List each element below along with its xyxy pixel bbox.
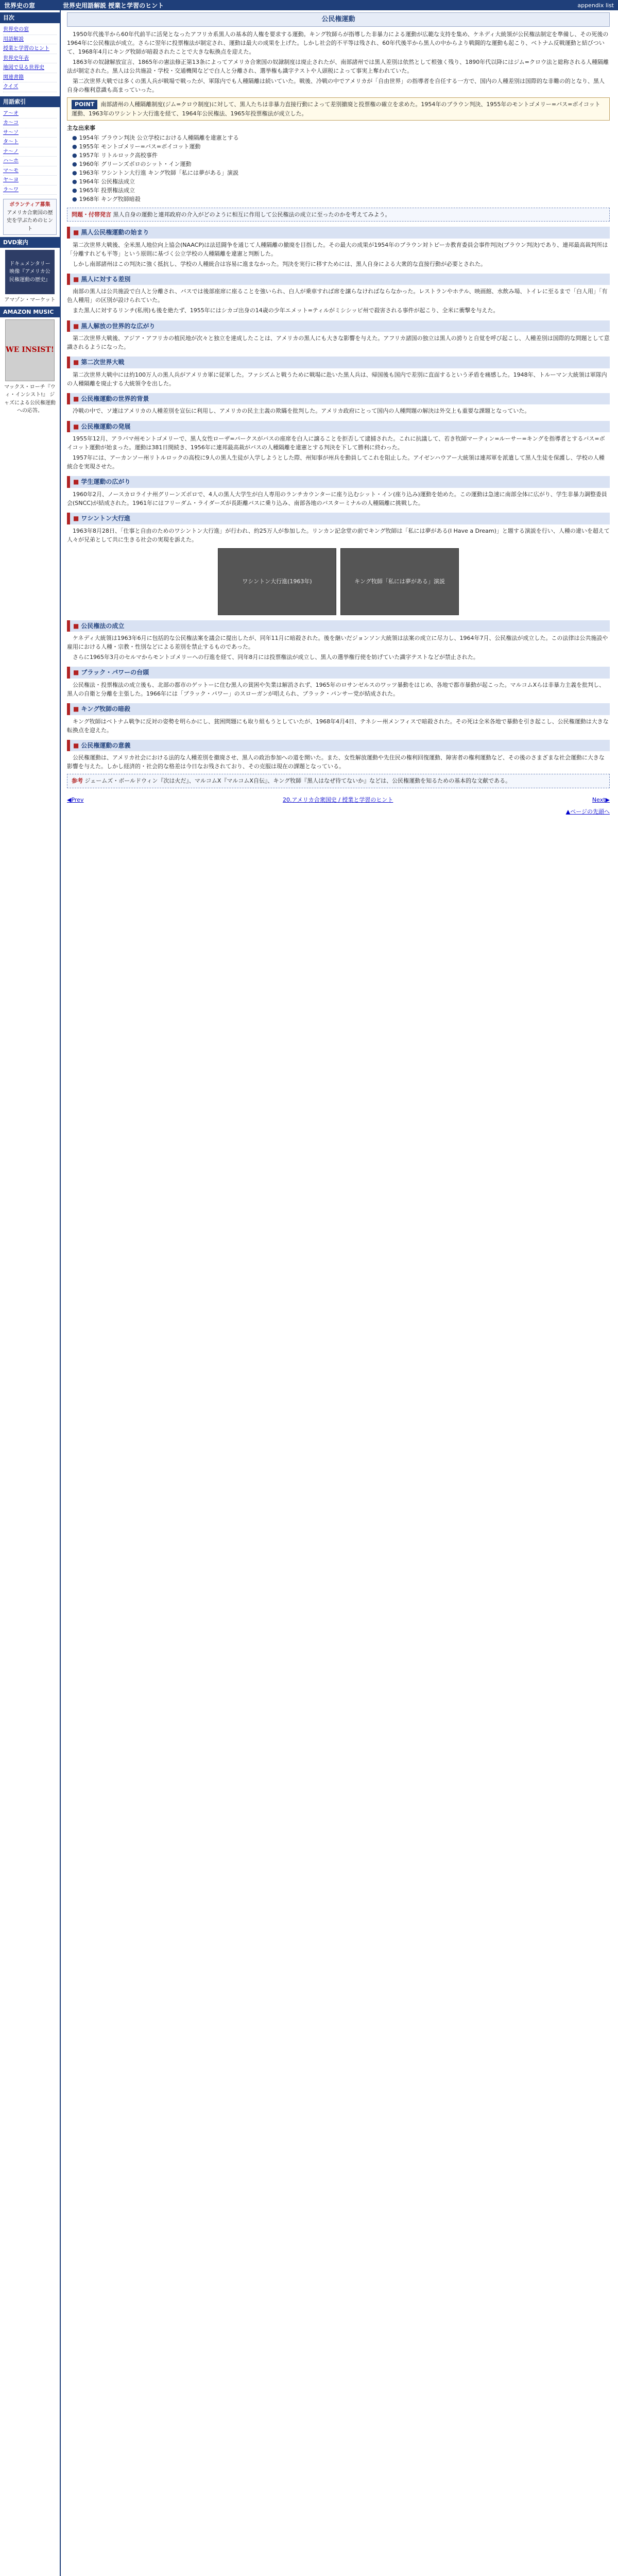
section-paragraph: キング牧師はベトナム戦争に反対の姿勢を明らかにし、貧困問題にも取り組もうとしていたが、1968年4月4日、テネシー州メンフィスで暗殺された。その死は全米各地で暴動を引き起こし、公民権運動は大きな転換点を迎えた。: [67, 718, 609, 734]
sidebar-item[interactable]: 地図で見る世界史: [3, 63, 57, 73]
album-caption: マックス・ローチ『ウィ・インシスト!』 ジャズによる公民権運動への応答。: [4, 384, 56, 414]
section-heading: ■ 黒人解放の世界的な広がり: [67, 320, 610, 332]
prev-link[interactable]: ◀Prev: [67, 796, 84, 803]
section-paragraph: 第二次世界大戦後、全米黒人地位向上協会(NAACP)は法廷闘争を通じて人種隔離の撤廃を目指した。その最大の成果が1954年のブラウン対トピーカ教育委員会事件判決(ブラウン判決)であり、連邦最高裁判所は「分離すれども平等」という原則に基づく公立学校の人種隔離を違憲と判断した。: [67, 241, 608, 257]
event-item: ● 1963年 ワシントン大行進 キング牧師「私には夢がある」演説: [72, 168, 605, 177]
dvd-label[interactable]: アマゾン・マーケット: [4, 297, 56, 303]
event-item: ● 1954年 ブラウン判決 公立学校における人種隔離を違憲とする: [72, 133, 605, 142]
section-marker-icon: ■: [73, 478, 79, 486]
reference-text: ジェームズ・ボールドウィン『次は火だ』、マルコムX『マルコムX自伝』、キング牧師『黒人はなぜ待てないか』などは、公民権運動を知るための基本的な文献である。: [84, 777, 511, 785]
dvd-caption: ドキュメンタリー映像『アメリカ公民権運動の歴史』: [9, 261, 50, 283]
section-heading: ■ 公民権運動の世界的背景: [67, 393, 610, 405]
question-text: 黒人自身の運動と連邦政府の介入がどのように相互に作用して公民権法の成立に至ったのかを考えてみよう。: [113, 211, 391, 218]
section-marker-icon: ■: [73, 322, 79, 330]
section-heading: ■ 黒人に対する差別: [67, 274, 610, 285]
section-paragraph: 1963年8月28日、「仕事と自由のためのワシントン大行進」が行われ、約25万人が参加した。リンカン記念堂の前でキング牧師は「私には夢がある(I Have a Dream)」と題する演説を行い、人種の違いを超えて人々が兄弟として共に生きる社会の実現を訴えた。: [67, 527, 610, 543]
point-tag: POINT: [72, 100, 97, 109]
index-item[interactable]: カ〜コ: [3, 118, 57, 128]
section-marker-icon: ■: [73, 741, 79, 749]
section-marker-icon: ■: [73, 422, 79, 430]
index-item[interactable]: タ〜ト: [3, 138, 57, 147]
question-label: 問題・付帯発言: [72, 211, 111, 218]
section-paragraph: また黒人に対するリンチ(私刑)も後を絶たず、1955年にはシカゴ出身の14歳の少年エメット=ティルがミシシッピ州で殺害される事件が起こり、全米に衝撃を与えた。: [73, 307, 499, 314]
page-navigation: [67, 795, 610, 804]
next-link[interactable]: Next▶: [592, 796, 610, 803]
section-paragraph: 1960年2月、ノースカロライナ州グリーンズボロで、4人の黒人大学生が白人専用のランチカウンターに座り込むシット・イン(座り込み)運動を始めた。この運動は急速に南部全体に広がり、学生非暴力調整委員会(SNCC)が結成された。1961年にはフリーダム・ライダーズが長距離バスに乗り込み、南部各地のバスターミナルの人種隔離に挑戦した。: [67, 490, 607, 506]
event-item: ● 1964年 公民権法成立: [72, 177, 605, 186]
photo-caption: ワシントン大行進(1963年): [242, 578, 312, 585]
section-paragraph: 1955年12月、アラバマ州モントゴメリーで、黒人女性ローザ=パークスがバスの座席を白人に譲ることを拒否して逮捕された。これに抗議して、若き牧師マーティン=ルーサー=キングを指導者とするバス=ボイコット運動が始まった。運動は381日間続き、1956年に連邦最高裁がバスの人種隔離を違憲とする判決を下して勝利に終わった。: [67, 435, 605, 451]
photo-speech-image[interactable]: [340, 548, 459, 615]
intro-paragraph: 1863年の奴隷解放宣言、1865年の憲法修正第13条によってアメリカ合衆国の奴隷制度は廃止されたが、南部諸州では黒人差別は依然として根強く残り、1890年代以降にはジム=クロウ法と総称される人種隔離法が制定された。黒人は公共施設・学校・交通機関などで白人と分離され、選挙権も識字テストや人頭税によって事実上奪われていた。: [67, 59, 609, 75]
back-to-top-link[interactable]: ▲ページの先頭へ: [565, 808, 610, 815]
section-heading: ■ ワシントン大行進: [67, 513, 610, 524]
section-marker-icon: ■: [73, 705, 79, 713]
photo-march-image[interactable]: [218, 548, 336, 615]
sidebar-item[interactable]: 授業と学習のヒント: [3, 44, 57, 54]
sidebar-item[interactable]: 用語解説: [3, 35, 57, 45]
section-marker-icon: ■: [73, 359, 79, 366]
section-marker-icon: ■: [73, 275, 79, 283]
album-cover-title: WE INSIST!: [6, 345, 54, 354]
section-paragraph: しかし南部諸州はこの判決に強く抵抗し、学校の人種統合は容易に進まなかった。判決を実行に移すためには、黒人自身による大衆的な直接行動が必要とされた。: [73, 260, 486, 267]
event-item: ● 1960年 グリーンズボロのシット・イン運動: [72, 160, 605, 168]
index-item[interactable]: ナ〜ノ: [3, 147, 57, 157]
reference-label: 参考: [72, 777, 83, 785]
index-item[interactable]: マ〜モ: [3, 166, 57, 176]
site-title[interactable]: 世界史の窓: [4, 2, 36, 9]
intro-paragraph: 1950年代後半から60年代前半に活発となったアフリカ系黒人の基本的人権を要求する運動。キング牧師らが指導した非暴力による運動が広範な支持を集め、ケネディ大統領が公民権法制定を準備し、その死後の1964年に公民権法が成立。さらに翌年に投票権法が制定され、運動は最大の成果を上げた。しかし社会的不平等は残され、60年代後半から黒人の中からより戦闘的な運動も起こり、ベトナム反戦運動と結びついて、1968年4月にキング牧師が暗殺されたことで大きな転換点を迎えた。: [67, 31, 609, 56]
top-bar: [0, 0, 618, 10]
event-item: ● 1955年 モントゴメリー=バス=ボイコット運動: [72, 142, 605, 151]
section-heading: ■ 公民権運動の意義: [67, 740, 610, 752]
index-item[interactable]: ラ〜ワ: [3, 185, 57, 195]
index-item[interactable]: ヤ〜ヨ: [3, 176, 57, 185]
chapter-link[interactable]: 20.アメリカ合衆国史 / 授業と学習のヒント: [282, 796, 393, 803]
sidebar-item[interactable]: 世界史年表: [3, 54, 57, 64]
section-paragraph: 公民権運動は、アメリカ社会における法的な人種差別を撤廃させ、黒人の政治参加への道を開いた。また、女性解放運動や先住民の権利回復運動、障害者の権利運動など、その後のさまざまな社会運動に大きな影響を与えた。しかし経済的・社会的な格差は今日なお残されており、その克服は現在の課題となっている。: [67, 754, 605, 770]
section-heading: ■ キング牧師の暗殺: [67, 703, 610, 715]
appendix-link[interactable]: appendix list: [577, 2, 614, 9]
question-box: [67, 208, 610, 222]
section-marker-icon: ■: [73, 622, 79, 630]
events-title: 主な出来事: [67, 124, 95, 131]
sidebar-menu-heading: 目次: [0, 12, 60, 23]
sidebar: [0, 10, 61, 2576]
events-list: [67, 132, 610, 205]
sidebar-item[interactable]: 世界史の窓: [3, 25, 57, 35]
index-item[interactable]: ハ〜ホ: [3, 157, 57, 166]
section-paragraph: 第二次世界大戦中には約100万人の黒人兵がアメリカ軍に従軍した。ファシズムと戦うために戦場に赴いた黒人兵は、帰国後も国内で差別に直面するという矛盾を痛感した。1948年、トルーマン大統領は軍隊内の人種隔離を廃止する大統領令を出した。: [67, 371, 607, 387]
section-heading: ■ 学生運動の広がり: [67, 476, 610, 488]
notice-title: ボランティア募集: [9, 202, 50, 208]
index-item[interactable]: ア〜オ: [3, 109, 57, 119]
point-box: [67, 97, 610, 120]
photo-caption: キング牧師「私には夢がある」演説: [354, 578, 445, 585]
album-cover-image[interactable]: [5, 319, 55, 381]
sidebar-notice[interactable]: [3, 199, 57, 235]
section-heading: ■ 公民権運動の発展: [67, 421, 610, 433]
section-heading: ■ 黒人公民権運動の始まり: [67, 227, 610, 239]
section-paragraph: 1957年には、アーカンソー州リトルロックの高校に9人の黒人生徒が入学しようとした際、州知事が州兵を動員してこれを阻止した。アイゼンハウアー大統領は連邦軍を派遣して黒人生徒を保護し、学校の人種統合を実現させた。: [67, 454, 605, 470]
page-title: 公民権運動: [67, 12, 610, 27]
section-paragraph: 第二次世界大戦後、アジア・アフリカの植民地が次々と独立を達成したことは、アメリカの黒人にも大きな影響を与えた。アフリカ諸国の独立は黒人の誇りと自覚を呼び起こし、人種差別は国際的な問題として意識されるようになった。: [67, 335, 610, 351]
index-item[interactable]: サ〜ソ: [3, 128, 57, 138]
section-paragraph: 公民権法・投票権法の成立後も、北部の都市のゲットーに住む黒人の貧困や失業は解消されず、1965年のロサンゼルスのワッツ暴動をはじめ、各地で都市暴動が起こった。マルコムXらは非暴力主義を批判し、黒人の自衛と分離を主張した。1966年には「ブラック・パワー」のスローガンが唱えられ、ブラック・パンサー党が結成された。: [67, 682, 605, 698]
section-paragraph: ケネディ大統領は1963年6月に包括的な公民権法案を議会に提出したが、同年11月に暗殺された。後を継いだジョンソン大統領は法案の成立に尽力し、1964年7月、公民権法が成立した。この法律は公共施設や雇用における人種・宗教・性別などによる差別を禁止するものであった。: [67, 635, 608, 651]
intro-paragraph: 第二次世界大戦では多くの黒人兵が戦場で戦ったが、軍隊内でも人種隔離は続いていた。戦後、冷戦の中でアメリカが「自由世界」の指導者を自任する一方で、国内の人種差別は国際的な非難の的となり、黒人自身の権利意識も高まっていった。: [67, 78, 605, 94]
dvd-cover-image[interactable]: [5, 250, 55, 294]
event-item: ● 1968年 キング牧師暗殺: [72, 195, 605, 204]
section-heading: ■ 第二次世界大戦: [67, 357, 610, 368]
main-content: [63, 10, 614, 2576]
sidebar-item[interactable]: クイズ: [3, 82, 57, 92]
sidebar-index-heading: 用語索引: [0, 96, 60, 107]
section-marker-icon: ■: [73, 229, 79, 236]
sidebar-item[interactable]: 関連書籍: [3, 73, 57, 83]
sidebar-menu: [0, 23, 60, 94]
media-row: [67, 548, 610, 615]
section-heading: ■ ブラック・パワーの台頭: [67, 667, 610, 679]
section-paragraph: 冷戦の中で、ソ連はアメリカの人種差別を宣伝に利用し、アメリカの民主主義の欺瞞を批判した。アメリカ政府にとって国内の人種問題の解決は外交上も重要な課題となっていた。: [73, 408, 530, 415]
amazon-heading: AMAZON MUSIC: [0, 307, 60, 317]
point-text: 南部諸州の人種隔離制度(ジム=クロウ制度)に対して、黒人たちは非暴力直接行動によって差別撤廃と投票権の確立を求めた。1954年のブラウン判決、1955年のモントゴメリー=バス=ボイコット運動、1963年のワシントン大行進を経て、1964年公民権法、1965年投票権法が成立した。: [72, 101, 600, 117]
course-title: 世界史用語解説 授業と学習のヒント: [63, 2, 164, 9]
section-paragraph: さらに1965年3月のセルマからモントゴメリーへの行進を経て、同年8月には投票権法が成立し、黒人の選挙権行使を妨げていた識字テストなどが禁止された。: [73, 654, 479, 661]
dvd-heading: DVD案内: [0, 237, 60, 248]
section-heading: ■ 公民権法の成立: [67, 620, 610, 632]
section-paragraph: 南部の黒人は公共施設で白人と分離され、バスでは後部座席に座ることを強いられ、白人が乗車すれば席を譲らなければならなかった。レストランやホテル、映画館、水飲み場、トイレに至るまで「白人用」「有色人種用」の区別が設けられていた。: [67, 288, 608, 304]
notice-text: アメリカ合衆国の歴史を学ぶためのヒント: [7, 210, 53, 232]
section-marker-icon: ■: [73, 395, 79, 402]
section-marker-icon: ■: [73, 514, 79, 522]
section-marker-icon: ■: [73, 669, 79, 676]
event-item: ● 1957年 リトルロック高校事件: [72, 151, 605, 160]
event-item: ● 1965年 投票権法成立: [72, 186, 605, 195]
sidebar-index: [0, 107, 60, 197]
reference-box: [67, 774, 610, 788]
